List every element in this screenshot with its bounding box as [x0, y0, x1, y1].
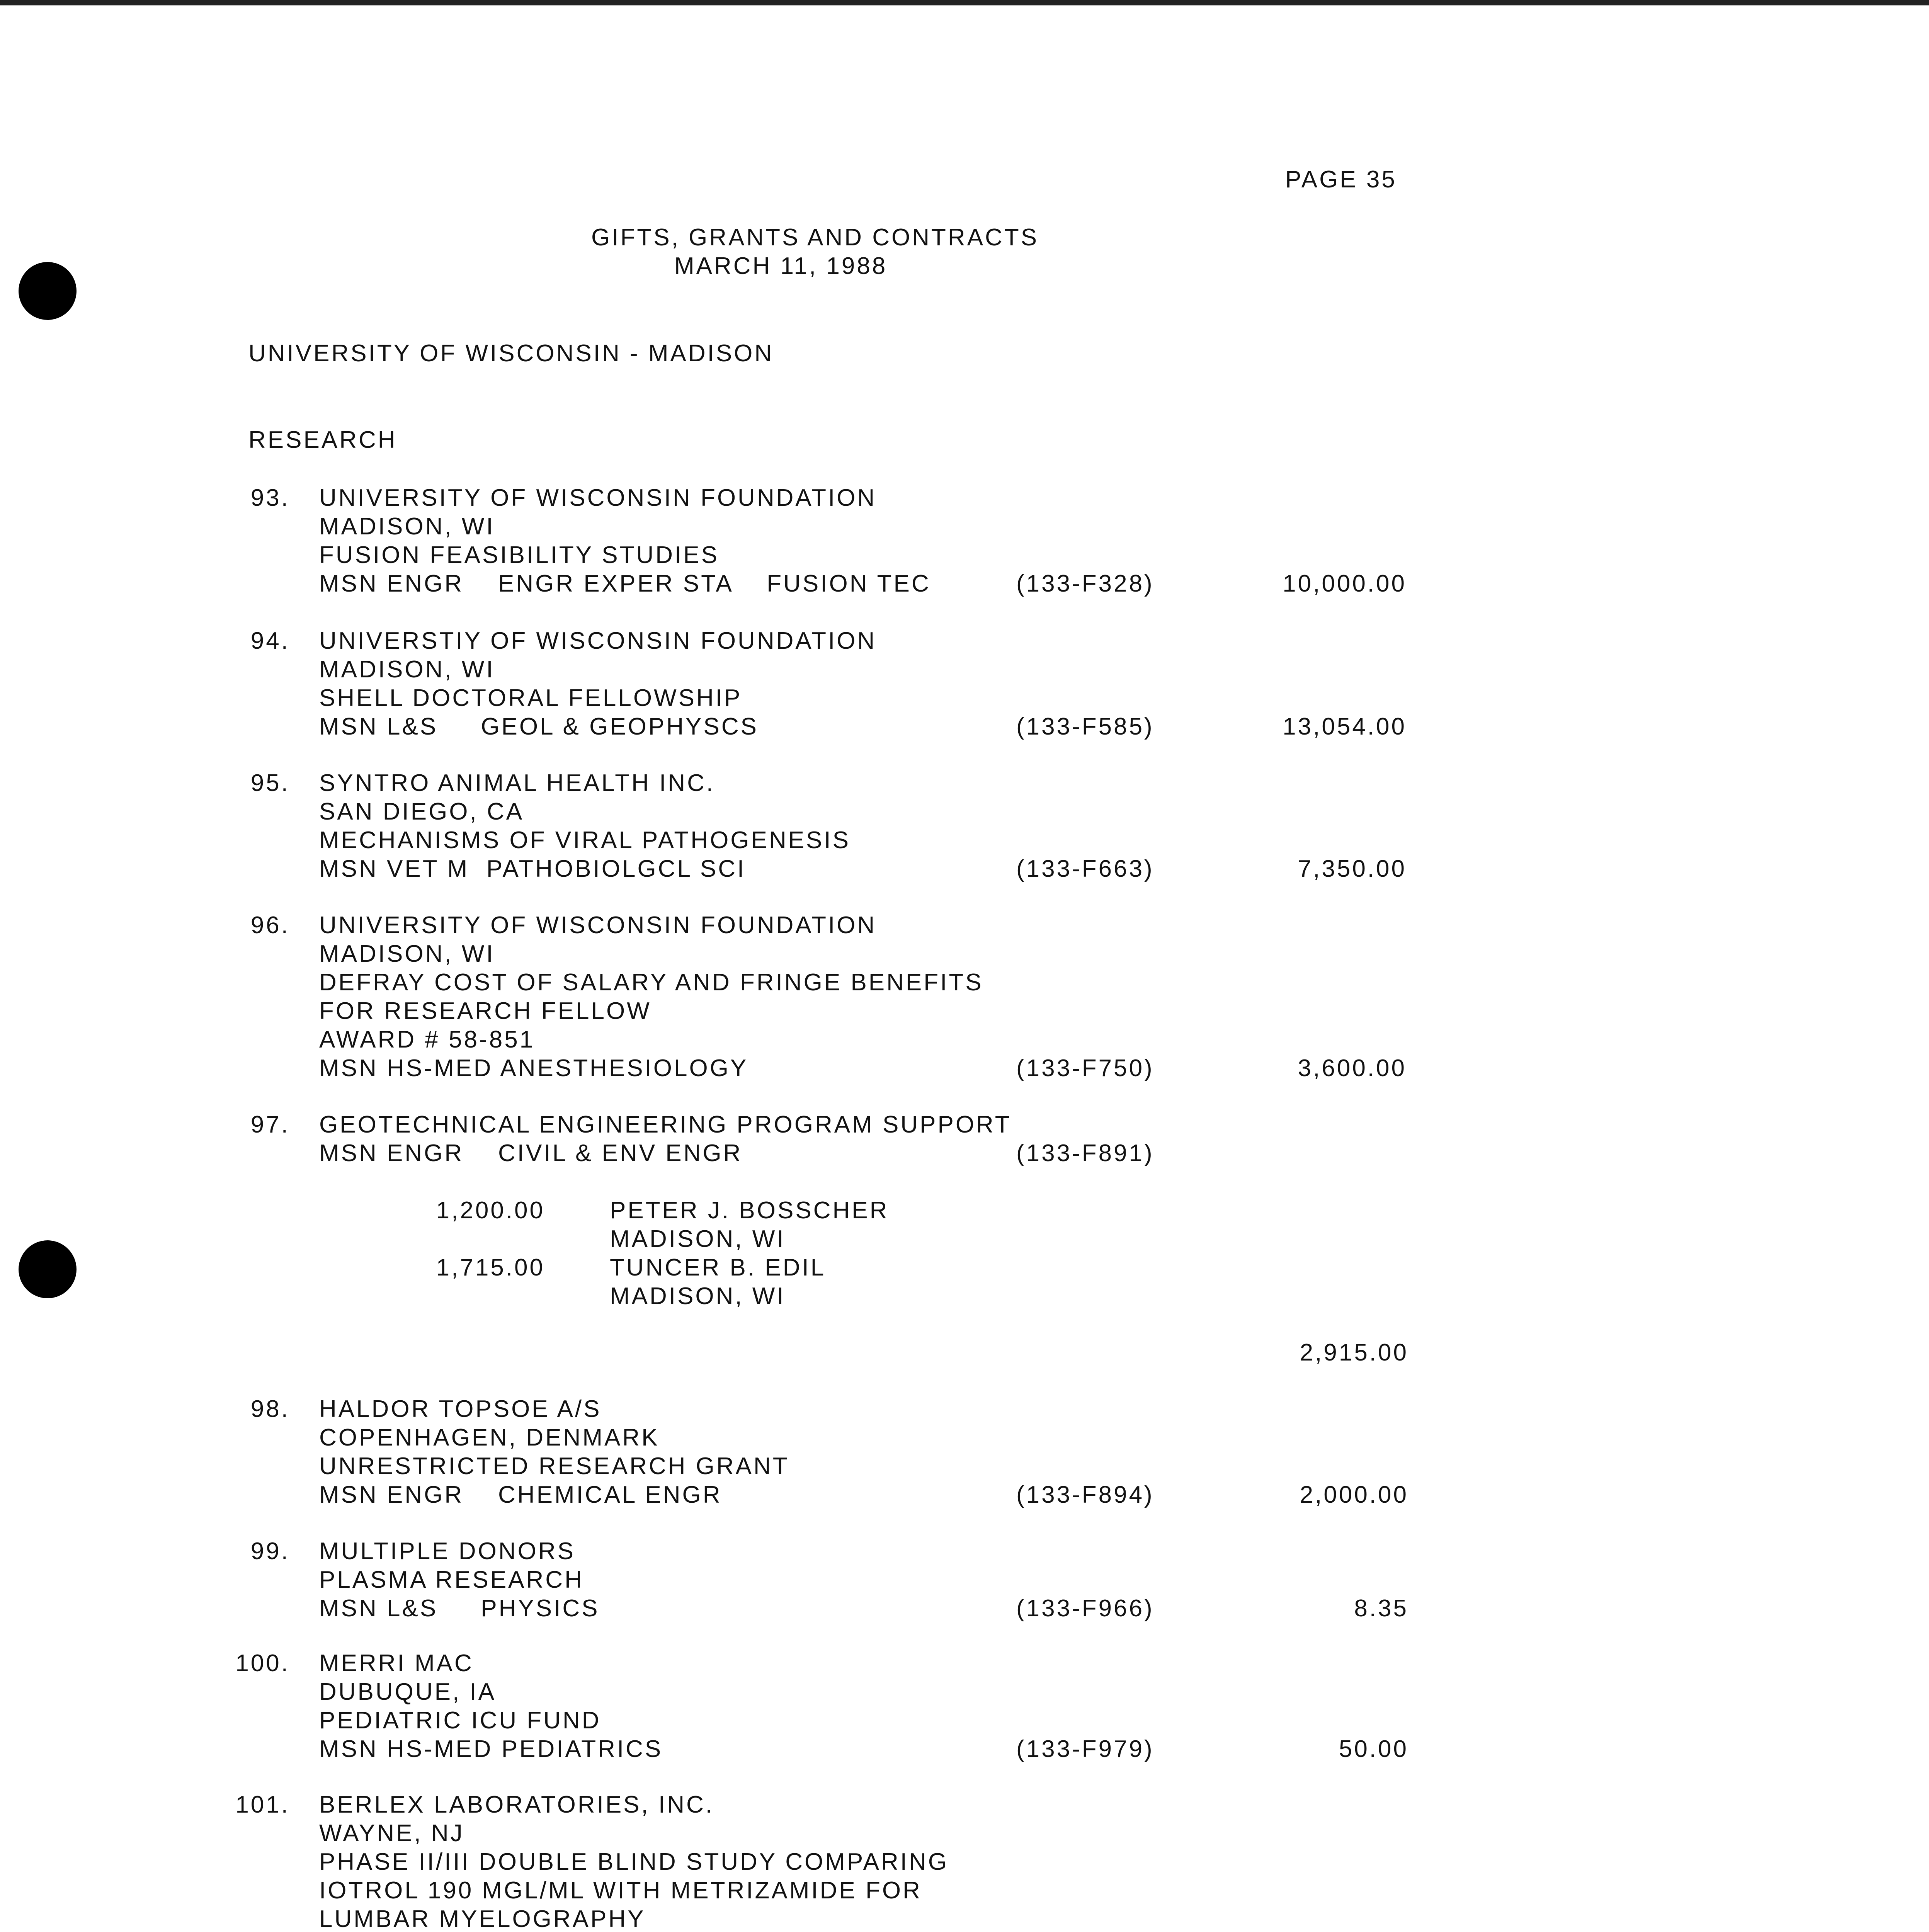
entry-line: MSN ENGR ENGR EXPER STA FUSION TEC: [319, 570, 931, 597]
entry-line: DEFRAY COST OF SALARY AND FRINGE BENEFITS: [319, 969, 983, 996]
entry-line: FOR RESEARCH FELLOW: [319, 998, 652, 1024]
entry-line: UNIVERSTIY OF WISCONSIN FOUNDATION: [319, 628, 877, 654]
entry-amount: 7,350.00: [1298, 855, 1407, 882]
entry-number: 96.: [250, 912, 290, 939]
entry-amount: 3,600.00: [1298, 1055, 1407, 1082]
entry-line: SAN DIEGO, CA: [319, 798, 524, 825]
entry-line: COPENHAGEN, DENMARK: [319, 1424, 660, 1451]
entry-line: GEOTECHNICAL ENGINEERING PROGRAM SUPPORT: [319, 1111, 1012, 1138]
donor-name: PETER J. BOSSCHER: [610, 1197, 889, 1224]
entry-line: MSN HS-MED PEDIATRICS: [319, 1736, 663, 1762]
entry-line: PLASMA RESEARCH: [319, 1566, 584, 1593]
entry-number: 100.: [235, 1650, 290, 1677]
entry-line: MSN HS-MED ANESTHESIOLOGY: [319, 1055, 748, 1082]
scan-top-border: [0, 0, 1929, 5]
entry-line: MSN VET M PATHOBIOLGCL SCI: [319, 855, 746, 882]
entry-line: WAYNE, NJ: [319, 1820, 464, 1847]
entry-line: UNIVERSITY OF WISCONSIN FOUNDATION: [319, 912, 877, 939]
donor-location: MADISON, WI: [610, 1283, 786, 1310]
entry-line: PHASE II/III DOUBLE BLIND STUDY COMPARING: [319, 1849, 949, 1875]
entry-line: UNRESTRICTED RESEARCH GRANT: [319, 1453, 789, 1480]
entry-line: AWARD # 58-851: [319, 1026, 535, 1053]
entry-line: MADISON, WI: [319, 513, 495, 540]
entry-line: SHELL DOCTORAL FELLOWSHIP: [319, 685, 742, 711]
entry-line: DUBUQUE, IA: [319, 1679, 497, 1705]
account-code: (133-F585): [1016, 713, 1154, 740]
entry-line: SYNTRO ANIMAL HEALTH INC.: [319, 770, 715, 796]
entry-line: IOTROL 190 MGL/ML WITH METRIZAMIDE FOR: [319, 1877, 922, 1904]
document-date: MARCH 11, 1988: [674, 253, 888, 279]
institution-heading: UNIVERSITY OF WISCONSIN - MADISON: [248, 340, 774, 367]
entry-amount: 50.00: [1339, 1736, 1408, 1762]
entry-line: MSN ENGR CHEMICAL ENGR: [319, 1481, 722, 1508]
donor-location: MADISON, WI: [610, 1226, 786, 1252]
entry-number: 99.: [250, 1538, 290, 1565]
entry-line: HALDOR TOPSOE A/S: [319, 1396, 602, 1422]
entry-line: LUMBAR MYELOGRAPHY: [319, 1906, 646, 1932]
entry-amount: 2,000.00: [1300, 1481, 1408, 1508]
entry-total: 2,915.00: [1300, 1339, 1408, 1366]
binder-hole-top: [19, 262, 77, 320]
entry-line: UNIVERSITY OF WISCONSIN FOUNDATION: [319, 485, 877, 511]
donor-amount: 1,200.00: [436, 1197, 545, 1224]
page-number: PAGE 35: [1285, 166, 1397, 193]
document-title: GIFTS, GRANTS AND CONTRACTS: [591, 224, 1039, 251]
entry-number: 95.: [250, 770, 290, 796]
account-code: (133-F966): [1016, 1595, 1154, 1622]
donor-name: TUNCER B. EDIL: [610, 1254, 826, 1281]
entry-line: MERRI MAC: [319, 1650, 474, 1677]
entry-number: 98.: [250, 1396, 290, 1422]
account-code: (133-F894): [1016, 1481, 1154, 1508]
account-code: (133-F328): [1016, 570, 1154, 597]
entry-line: MECHANISMS OF VIRAL PATHOGENESIS: [319, 827, 851, 854]
donor-amount: 1,715.00: [436, 1254, 545, 1281]
entry-line: FUSION FEASIBILITY STUDIES: [319, 542, 719, 568]
account-code: (133-F979): [1016, 1736, 1154, 1762]
entry-line: MULTIPLE DONORS: [319, 1538, 575, 1565]
binder-hole-middle: [19, 1240, 77, 1298]
entry-line: PEDIATRIC ICU FUND: [319, 1707, 601, 1734]
entry-line: MADISON, WI: [319, 940, 495, 967]
entry-number: 101.: [235, 1791, 290, 1818]
entry-amount: 8.35: [1354, 1595, 1408, 1622]
account-code: (133-F891): [1016, 1140, 1154, 1167]
account-code: (133-F663): [1016, 855, 1154, 882]
entry-line: MSN L&S PHYSICS: [319, 1595, 600, 1622]
entry-number: 94.: [250, 628, 290, 654]
account-code: (133-F750): [1016, 1055, 1154, 1082]
entry-line: MADISON, WI: [319, 656, 495, 683]
entry-amount: 13,054.00: [1283, 713, 1407, 740]
entry-line: MSN L&S GEOL & GEOPHYSCS: [319, 713, 759, 740]
entry-line: MSN ENGR CIVIL & ENV ENGR: [319, 1140, 743, 1167]
section-heading: RESEARCH: [248, 427, 397, 453]
entry-number: 93.: [250, 485, 290, 511]
entry-line: BERLEX LABORATORIES, INC.: [319, 1791, 714, 1818]
entry-amount: 10,000.00: [1283, 570, 1407, 597]
entry-number: 97.: [250, 1111, 290, 1138]
